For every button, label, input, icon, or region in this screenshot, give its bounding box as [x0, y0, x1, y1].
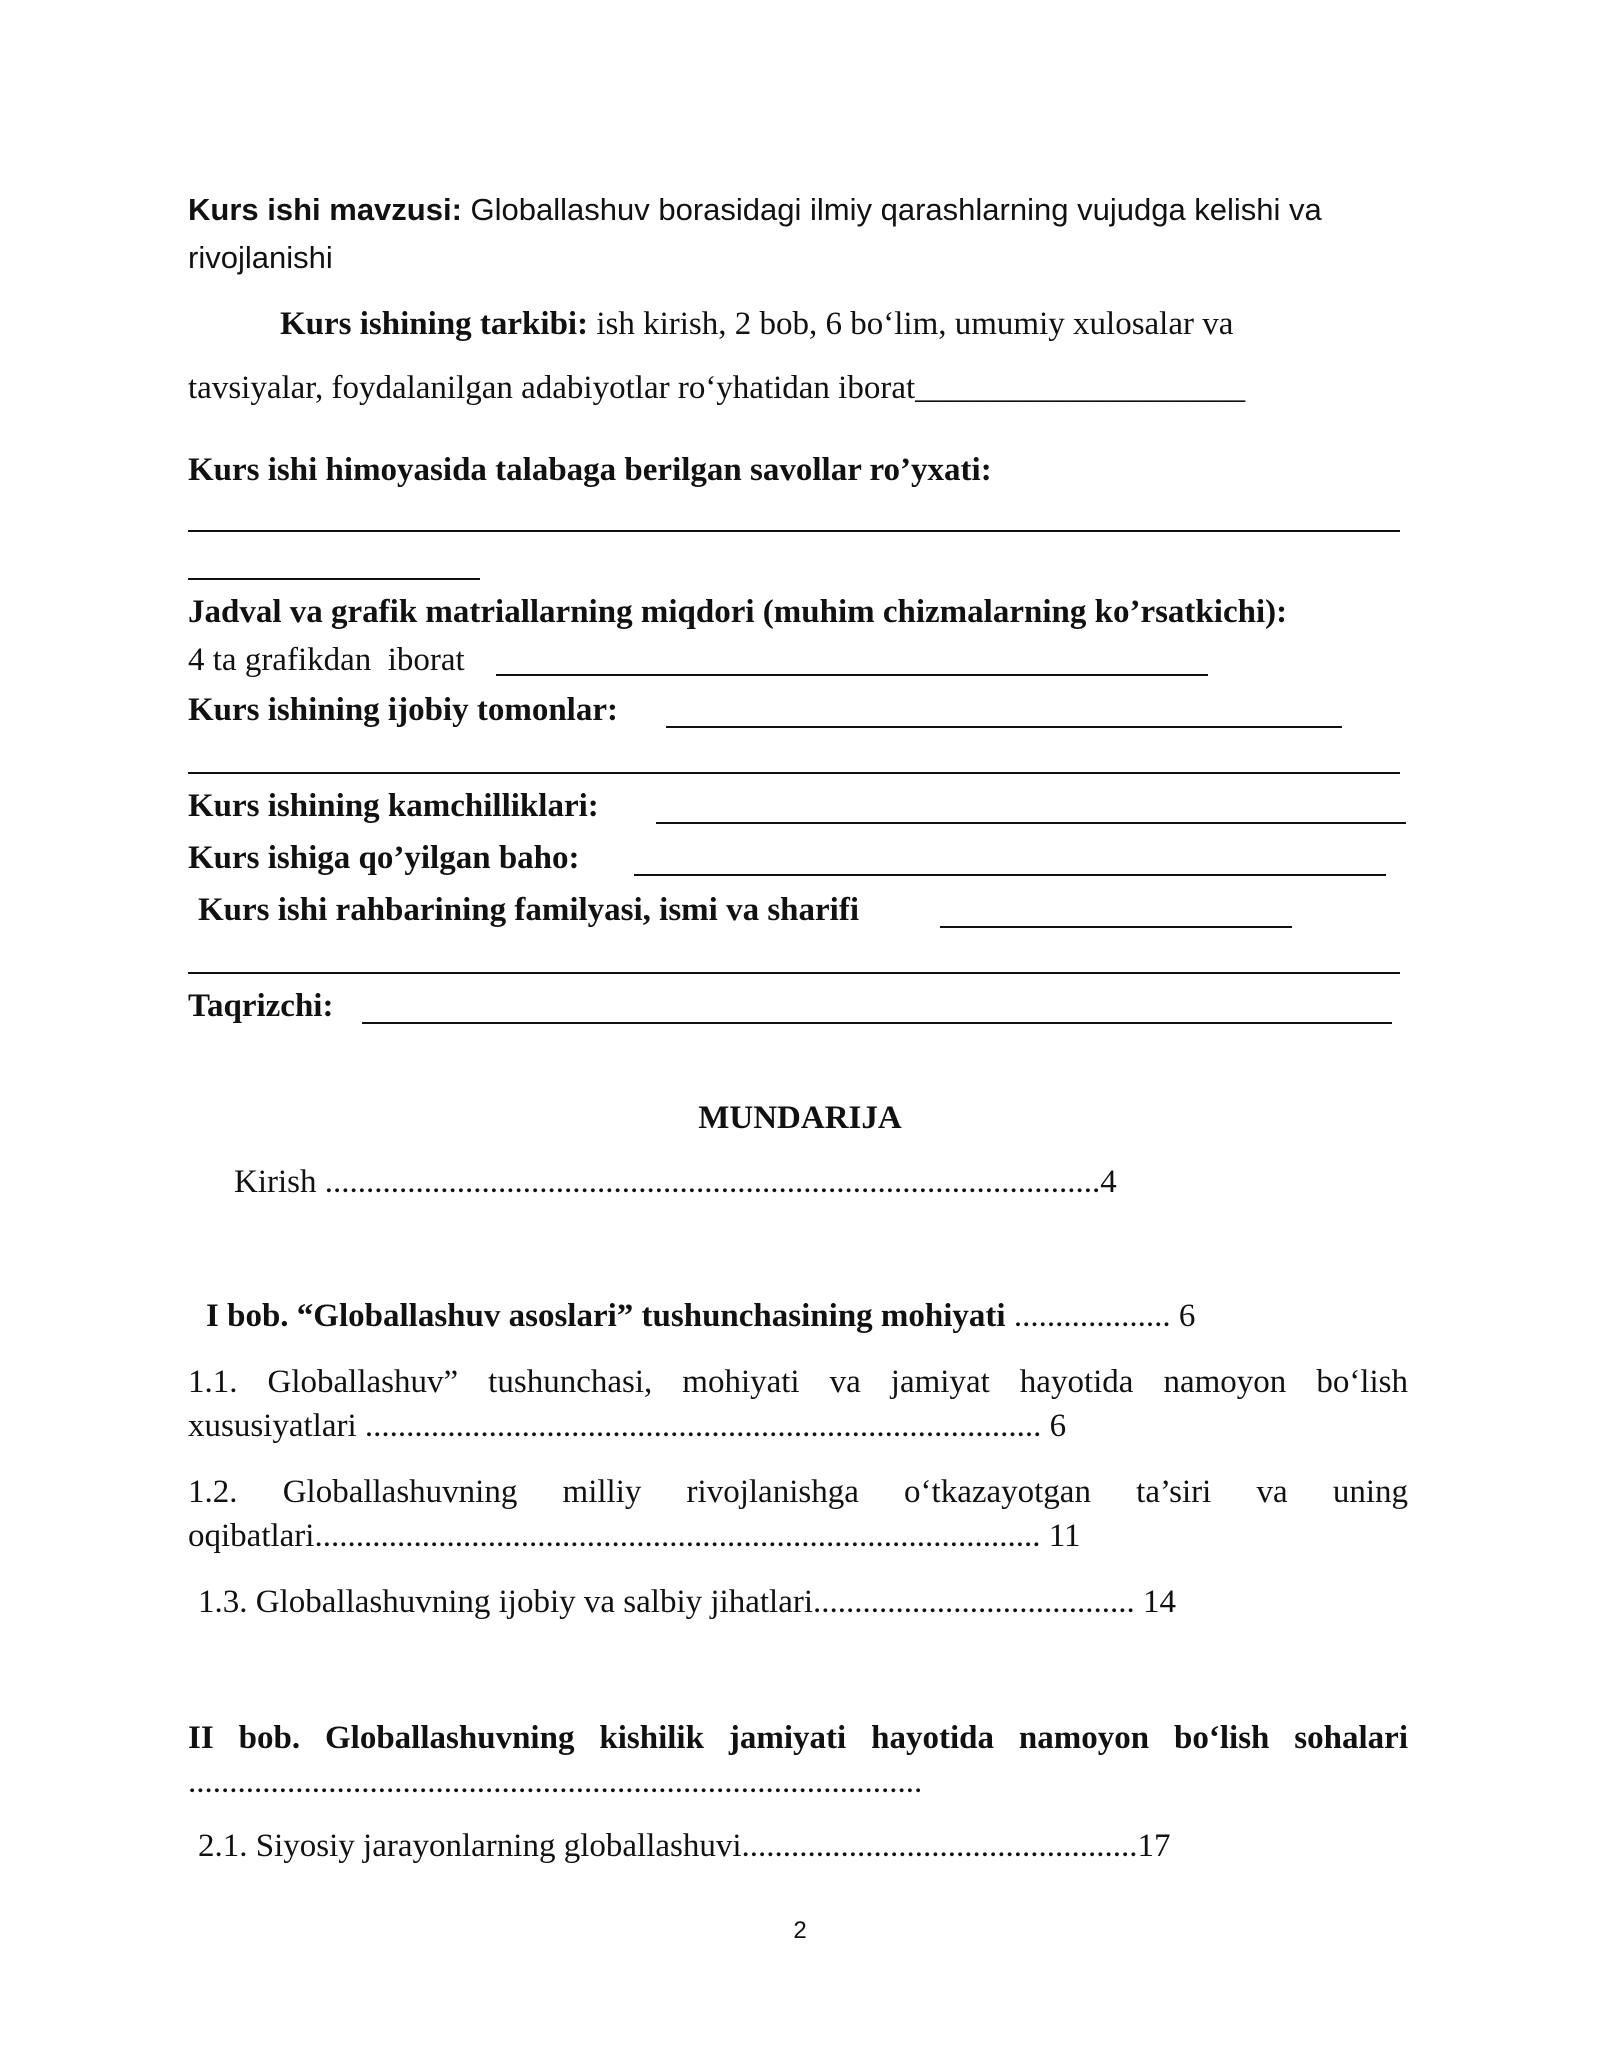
- positives-rule-1: [666, 726, 1342, 728]
- graphics-label: Jadval va grafik matriallarning miqdori (muhim chizmalarning ko’rsatkichi):: [188, 594, 1288, 630]
- reviewer-rule: [362, 1022, 1392, 1024]
- toc-section-1-3: 1.3. Globallashuvning ijobiy va salbiy jihatlari....................................... 14: [198, 1584, 1176, 1620]
- topic-line-1: [188, 190, 1322, 230]
- topic-line-2: rivojlanishi: [188, 240, 333, 275]
- toc-section-1-1-line-1: 1.1. Globallashuv” tushunchasi, mohiyati va jamiyat hayotida namoyon bo‘lish: [188, 1364, 1408, 1400]
- supervisor-rule-2: [188, 972, 1400, 974]
- page-number: 2: [793, 1917, 807, 1944]
- toc-chapter-1: [206, 1296, 1195, 1336]
- positives-rule-2: [188, 772, 1400, 774]
- structure-line-2: tavsiyalar, foydalanilgan adabiyotlar ro‘yhatidan iborat____________________: [188, 370, 1246, 406]
- toc-section-2-1: 2.1. Siyosiy jarayonlarning globallashuvi................................................17: [198, 1828, 1171, 1864]
- reviewer-label: Taqrizchi:: [188, 988, 334, 1024]
- structure-label: Kurs ishining tarkibi:: [280, 306, 589, 342]
- topic-text-1: Globallashuv borasidagi ilmiy qarashlarning vujudga kelishi va: [470, 192, 1322, 227]
- toc-section-1-1-line-2: xususiyatlari .................................................................................. 6: [188, 1408, 1067, 1444]
- supervisor-rule-1: [940, 926, 1292, 928]
- topic-label: Kurs ishi mavzusi:: [188, 192, 462, 227]
- toc-kirish: Kirish ..............................................................................................4: [234, 1164, 1117, 1200]
- grade-rule: [634, 874, 1386, 876]
- toc-chapter-2: II bob. Globallashuvning kishilik jamiyati hayotida namoyon bo‘lish sohalari: [188, 1720, 1408, 1756]
- toc-section-1-2-line-2: oqibatlari........................................................................................ 11: [188, 1518, 1081, 1554]
- structure-text-1: ish kirish, 2 bob, 6 bo‘lim, umumiy xulosalar va: [596, 306, 1234, 342]
- questions-label: Kurs ishi himoyasida talabaga berilgan savollar ro’yxati:: [188, 452, 992, 488]
- chapter-1-title: I bob. “Globallashuv asoslari” tushunchasining mohiyati: [206, 1298, 1006, 1334]
- toc-chapter-2-dots: .........................................................................................: [188, 1764, 923, 1800]
- graphics-value: 4 ta grafikdan iborat: [188, 642, 465, 678]
- positives-label: Kurs ishining ijobiy tomonlar:: [188, 692, 618, 728]
- graphics-rule: [496, 674, 1208, 676]
- grade-label: Kurs ishiga qo’yilgan baho:: [188, 840, 580, 876]
- structure-line-1: [280, 304, 1233, 344]
- shortcomings-rule: [656, 822, 1406, 824]
- supervisor-label: Kurs ishi rahbarining familyasi, ismi va sharifi: [198, 892, 859, 928]
- toc-section-1-2-line-1: 1.2. Globallashuvning milliy rivojlanishga o‘tkazayotgan ta’siri va uning: [188, 1474, 1408, 1510]
- questions-rule-1: [188, 530, 1400, 532]
- chapter-1-page: ................... 6: [1005, 1298, 1196, 1334]
- shortcomings-label: Kurs ishining kamchilliklari:: [188, 788, 599, 824]
- questions-rule-2: [188, 578, 480, 580]
- toc-title: MUNDARIJA: [698, 1100, 902, 1136]
